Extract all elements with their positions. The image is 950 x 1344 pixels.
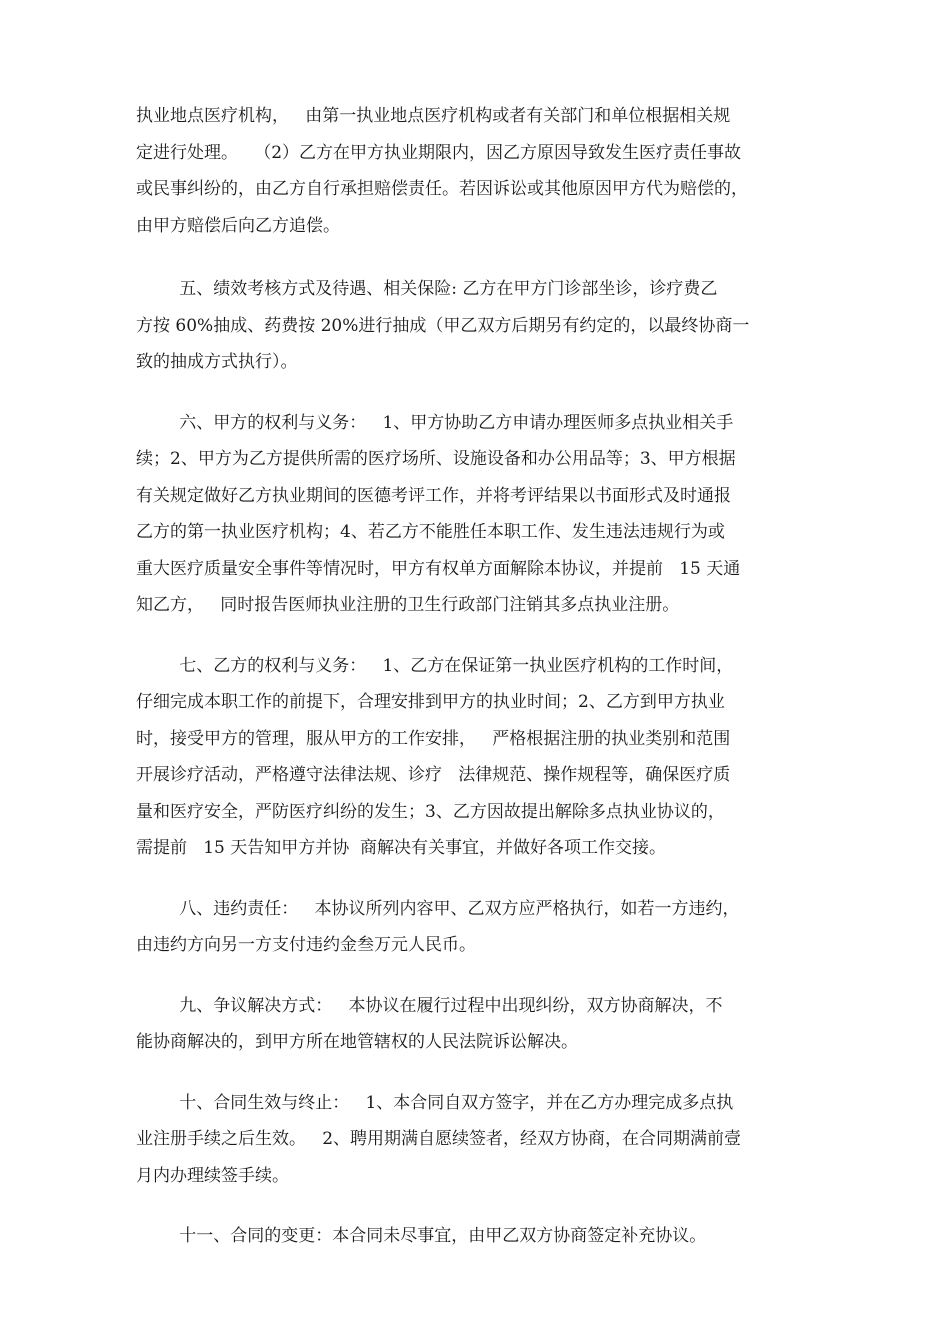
text-line: 定进行处理。 （2）乙方在甲方执业期限内，因乙方原因导致发生医疗责任事故 xyxy=(136,142,742,163)
text-line: 八、违约责任： 本协议所列内容甲、乙双方应严格执行，如若一方违约， xyxy=(136,898,740,919)
text-line: 需提前 15 天告知甲方并协 商解决有关事宜，并做好各项工作交接。 xyxy=(136,838,667,858)
text-line: 开展诊疗活动，严格遵守法律法规、诊疗 法律规范、操作规程等，确保医疗质 xyxy=(136,765,731,785)
text-line: 十、合同生效与终止： 1、本合同自双方签字，并在乙方办理完成多点执 xyxy=(136,1092,734,1113)
paragraph-section-10 xyxy=(136,1085,816,1195)
text-line: 乙方的第一执业医疗机构；4、若乙方不能胜任本职工作、发生违法违规行为或 xyxy=(136,522,725,542)
text-line: 续；2、甲方为乙方提供所需的医疗场所、设施设备和办公用品等；3、甲方根据 xyxy=(136,449,736,469)
text-line: 九、争议解决方式： 本协议在履行过程中出现纠纷，双方协商解决，不 xyxy=(136,995,723,1016)
text-line: 有关规定做好乙方执业期间的医德考评工作，并将考评结果以书面形式及时通报 xyxy=(136,485,731,506)
text-line: 能协商解决的，到甲方所在地管辖权的人民法院诉讼解决。 xyxy=(136,1032,578,1052)
text-line: 十一、合同的变更：本合同未尽事宜，由甲乙双方协商签定补充协议。 xyxy=(136,1226,707,1246)
paragraph-section-9 xyxy=(136,988,816,1061)
paragraph-section-11 xyxy=(136,1218,816,1255)
text-line: 仔细完成本职工作的前提下，合理安排到甲方的执业时间；2、乙方到甲方执业 xyxy=(136,692,725,712)
paragraph-section-6 xyxy=(136,405,816,624)
text-line: 业注册手续之后生效。 2、聘用期满自愿续签者，经双方协商，在合同期满前壹 xyxy=(136,1129,742,1149)
text-line: 执业地点医疗机构， 由第一执业地点医疗机构或者有关部门和单位根据相关规 xyxy=(136,106,731,126)
paragraph-section-5 xyxy=(136,271,816,381)
paragraph-section-7 xyxy=(136,648,816,867)
text-line: 量和医疗安全，严防医疗纠纷的发生；3、乙方因故提出解除多点执业协议的， xyxy=(136,801,725,822)
text-line: 七、乙方的权利与义务： 1、乙方在保证第一执业医疗机构的工作时间， xyxy=(136,655,734,676)
text-line: 方按 60%抽成、药费按 20%进行抽成（甲乙双方后期另有约定的，以最终协商一 xyxy=(136,315,750,336)
text-line: 或民事纠纷的，由乙方自行承担赔偿责任。若因诉讼或其他原因甲方代为赔偿的， xyxy=(136,179,748,199)
text-line: 由甲方赔偿后向乙方追偿。 xyxy=(136,215,340,236)
text-line: 重大医疗质量安全事件等情况时，甲方有权单方面解除本协议，并提前 15 天通 xyxy=(136,558,741,579)
text-line: 由违约方向另一方支付违约金叁万元人民币。 xyxy=(136,935,476,955)
paragraph-continuation xyxy=(136,98,816,244)
text-line: 知乙方， 同时报告医师执业注册的卫生行政部门注销其多点执业注册。 xyxy=(136,595,680,615)
text-line: 时，接受甲方的管理，服从甲方的工作安排， 严格根据注册的执业类别和范围 xyxy=(136,728,731,749)
paragraph-section-8 xyxy=(136,891,816,964)
text-line: 致的抽成方式执行）。 xyxy=(136,352,298,372)
text-line: 月内办理续签手续。 xyxy=(136,1165,289,1186)
document-body xyxy=(136,98,816,1279)
text-line: 五、绩效考核方式及待遇、相关保险: 乙方在甲方门诊部坐诊，诊疗费乙 xyxy=(136,279,718,299)
text-line: 六、甲方的权利与义务： 1、甲方协助乙方申请办理医师多点执业相关手 xyxy=(136,412,734,433)
